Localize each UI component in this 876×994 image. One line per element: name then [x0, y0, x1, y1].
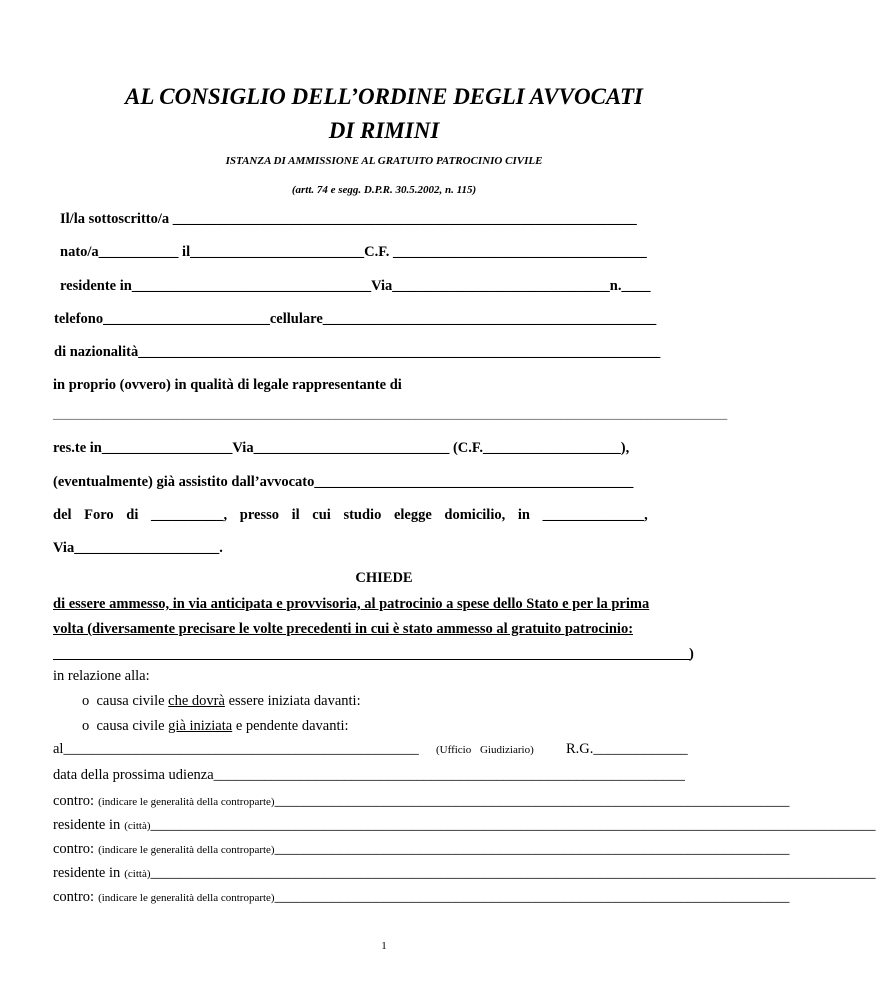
res-te-field[interactable]: res.te in__________________Via___________________________ (C.F.___________________), — [53, 440, 630, 456]
checkbox-bullet-icon[interactable]: o — [82, 718, 90, 734]
avvocato-field[interactable]: (eventualmente) già assistito dall’avvocato____________________________________________ — [53, 474, 634, 490]
via-field[interactable]: Via____________________. — [53, 540, 223, 556]
checkbox-bullet-icon[interactable]: o — [82, 693, 90, 709]
contro-field-3[interactable]: contro: (indicare le generalità della controparte)_______________________________________________________________________ — [53, 889, 790, 905]
page-number: 1 — [381, 940, 387, 952]
prossima-udienza-field[interactable]: data della prossima udienza_________________________________________________________________ — [53, 767, 685, 783]
rg-field[interactable]: R.G._____________ — [566, 741, 688, 757]
nazionalita-field[interactable]: di nazionalità________________________________________________________________________ — [54, 344, 661, 360]
request-line-1: di essere ammesso, in via anticipata e provvisoria, al patrocinio a spese dello Stato e per la prima — [53, 596, 650, 612]
request-previous-blank-line[interactable] — [53, 659, 690, 660]
ufficio-field[interactable]: al_________________________________________________ — [53, 741, 419, 757]
legal-reference: (artt. 74 e segg. D.P.R. 30.5.2002, n. 115) — [291, 184, 477, 196]
subtitle: ISTANZA DI AMMISSIONE AL GRATUITO PATROCINIO CIVILE — [225, 155, 543, 167]
foro-domicilio-field[interactable]: del Foro di __________, presso il cui studio elegge domicilio, in ______________, — [53, 507, 648, 523]
sottoscritto-field[interactable]: Il/la sottoscritto/a ________________________________________________________________ — [60, 211, 637, 227]
rappresentato-blank-line[interactable]: _____________________________________________________________________________________________ — [53, 406, 728, 422]
residenza-field[interactable]: residente in_________________________________Via______________________________n.____ — [60, 278, 651, 294]
option-causa-pendente[interactable]: o causa civile già iniziata e pendente davanti: — [82, 718, 349, 734]
ufficio-giudiziario-label: (Ufficio Giudiziario) — [436, 744, 534, 756]
residente-citta-field-2[interactable]: residente in (città)____________________________________________________________________________________________________ — [53, 865, 876, 881]
nato-cf-field[interactable]: nato/a___________ il________________________C.F. ___________________________________ — [60, 244, 647, 260]
contro-field-2[interactable]: contro: (indicare le generalità della controparte)_______________________________________________________________________ — [53, 841, 790, 857]
request-line-3-close: ) — [689, 646, 694, 662]
chiede-heading: CHIEDE — [355, 570, 413, 586]
legale-rappresentante-label: in proprio (ovvero) in qualità di legale rappresentante di — [53, 377, 402, 393]
contro-field-1[interactable]: contro: (indicare le generalità della controparte)_______________________________________________________________________ — [53, 793, 790, 809]
request-line-2: volta (diversamente precisare le volte precedenti in cui è stato ammesso al gratuito patrocinio: — [53, 621, 634, 637]
title-line-1: AL CONSIGLIO DELL’ORDINE DEGLI AVVOCATI — [124, 84, 643, 109]
telefono-field[interactable]: telefono_______________________cellulare______________________________________________ — [54, 311, 657, 327]
relazione-label: in relazione alla: — [53, 668, 150, 684]
residente-citta-field-1[interactable]: residente in (città)____________________________________________________________________________________________________ — [53, 817, 876, 833]
title-line-2: DI RIMINI — [328, 118, 440, 143]
option-causa-da-iniziare[interactable]: o causa civile che dovrà essere iniziata davanti: — [82, 693, 361, 709]
